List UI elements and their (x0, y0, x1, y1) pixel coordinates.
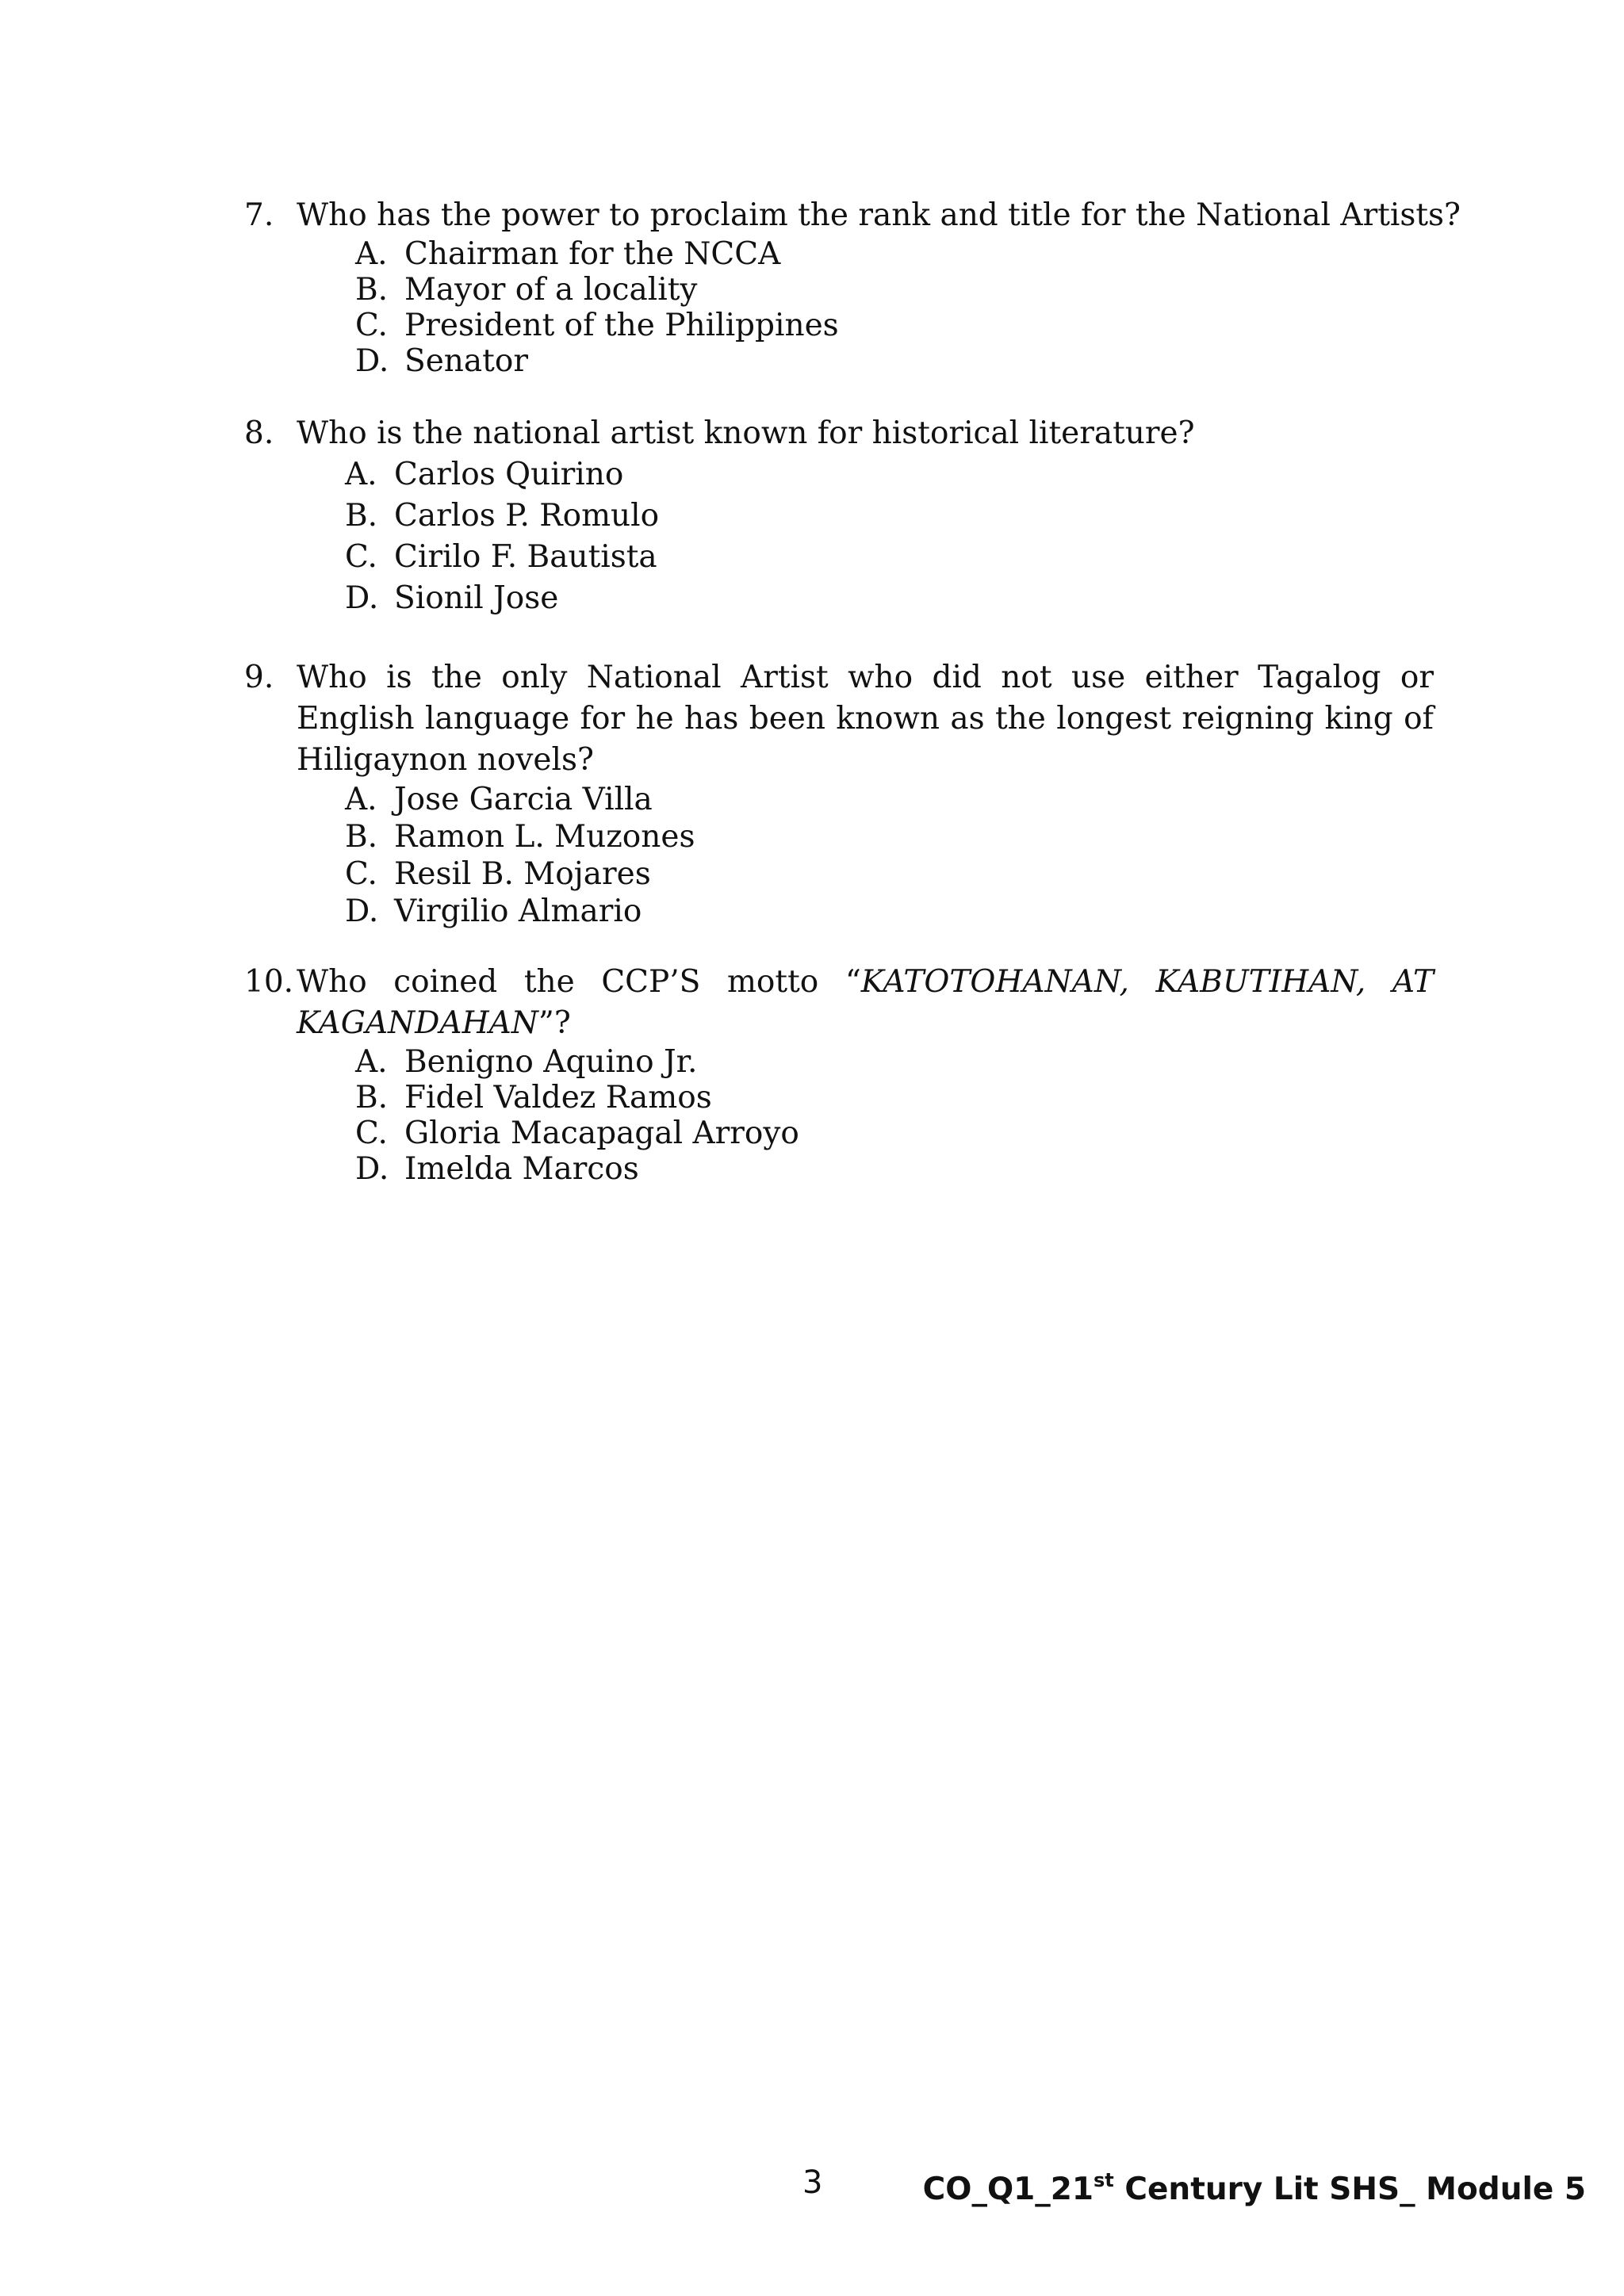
question-stem (244, 413, 1434, 454)
option-text: Mayor of a locality (404, 272, 698, 308)
option-letter: A. (355, 236, 388, 272)
option-letter: D. (355, 343, 389, 379)
option-letter: B. (345, 819, 378, 855)
stem-word: the (523, 964, 575, 1000)
option-letter: B. (355, 1080, 389, 1115)
option-text: Gloria Macapagal Arroyo (404, 1115, 799, 1151)
option-c (355, 308, 1434, 343)
option-letter: C. (355, 1115, 388, 1151)
option-text: Virgilio Almario (394, 894, 642, 929)
motto-word: AT (1392, 964, 1434, 1000)
question-text-line-1 (297, 962, 1434, 1003)
stem-word: CCP’S (601, 964, 701, 1000)
question-text: Who has the power to proclaim the rank and title for the National Artists? (297, 197, 1461, 233)
question-number: 9. (244, 660, 274, 695)
option-letter: C. (345, 856, 377, 892)
question-text: Who is the national artist known for historical literature? (297, 415, 1195, 451)
footer-label-suffix: Century Lit SHS_ Module 5 (1113, 2172, 1586, 2207)
option-letter: D. (345, 894, 379, 929)
question-number: 10. (244, 964, 294, 1000)
option-text: Jose Garcia Villa (394, 782, 653, 817)
option-text: Senator (404, 343, 528, 379)
question-stem (244, 962, 1434, 1044)
option-text: Ramon L. Muzones (394, 819, 695, 855)
option-c (355, 1115, 1434, 1151)
question-number: 7. (244, 197, 274, 233)
option-b (345, 818, 1434, 855)
motto-word: KABUTIHAN, (1155, 964, 1366, 1000)
option-text: Imelda Marcos (404, 1151, 639, 1187)
option-d (355, 343, 1434, 379)
option-c (345, 537, 1434, 578)
option-letter: B. (345, 498, 378, 534)
option-letter: C. (345, 539, 377, 575)
question-9 (244, 657, 1434, 930)
option-letter: B. (355, 272, 389, 308)
motto-word: KAGANDAHAN (297, 1005, 538, 1041)
question-number: 8. (244, 415, 274, 451)
question-7 (244, 195, 1461, 379)
motto-start (845, 962, 1129, 1003)
stem-word: motto (726, 964, 819, 1000)
close-quote: ”? (538, 1005, 571, 1041)
option-letter: A. (345, 457, 377, 492)
option-letter: D. (355, 1151, 389, 1187)
question-text-line-2 (297, 1003, 1434, 1044)
option-letter: C. (355, 308, 388, 343)
option-b (355, 272, 1434, 308)
question-10 (244, 962, 1434, 1187)
option-d (345, 893, 1434, 930)
stem-word: coined (393, 964, 498, 1000)
stem-word: Who (297, 964, 367, 1000)
option-a (345, 454, 1434, 496)
option-text: Resil B. Mojares (394, 856, 651, 892)
motto-word: KATOTOHANAN, (860, 964, 1129, 1000)
footer-label-prefix: CO_Q1_21 (922, 2172, 1094, 2207)
option-text: President of the Philippines (404, 308, 839, 343)
page-number: 3 (802, 2164, 823, 2201)
open-quote: “ (845, 964, 861, 1000)
question-text: Who is the only National Artist who did not use either Tagalog or English language for he has been known as the longest reigning king of Hiligaynon novels? (297, 660, 1434, 778)
option-a (355, 1044, 1434, 1080)
option-text: Carlos P. Romulo (394, 498, 660, 534)
option-a (345, 781, 1434, 818)
option-text: Chairman for the NCCA (404, 236, 781, 272)
options-list (345, 781, 1434, 930)
option-letter: D. (345, 580, 379, 616)
question-text (297, 962, 1434, 1044)
option-letter: A. (355, 1044, 388, 1080)
option-text: Carlos Quirino (394, 457, 624, 492)
module-footer-label (923, 2169, 1586, 2207)
option-a (355, 236, 1434, 272)
question-stem (244, 657, 1434, 781)
option-letter: A. (345, 782, 377, 817)
option-b (355, 1080, 1434, 1115)
option-text: Fidel Valdez Ramos (404, 1080, 712, 1115)
question-stem (244, 195, 1461, 236)
option-c (345, 855, 1434, 893)
option-text: Cirilo F. Bautista (394, 539, 657, 575)
option-b (345, 496, 1434, 537)
footer-label-sup: st (1094, 2169, 1114, 2191)
option-text: Benigno Aquino Jr. (404, 1044, 698, 1080)
option-d (355, 1151, 1434, 1187)
option-text: Sionil Jose (394, 580, 559, 616)
option-d (345, 578, 1434, 619)
options-list (355, 1044, 1434, 1187)
options-list (345, 454, 1434, 619)
options-list (355, 236, 1434, 379)
question-8 (244, 413, 1434, 619)
